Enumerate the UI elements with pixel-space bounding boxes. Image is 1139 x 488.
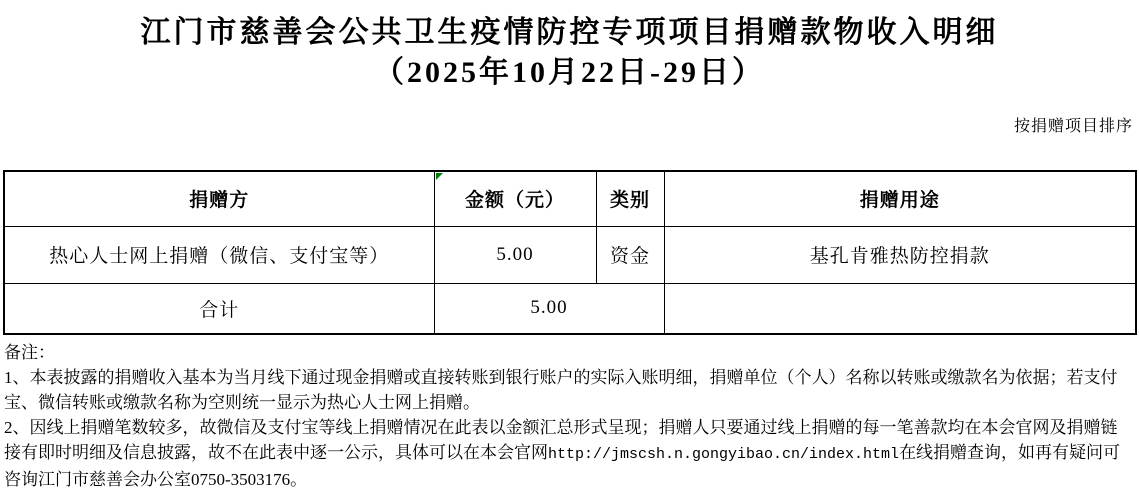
sort-order-note: 按捐赠项目排序 [1013,118,1133,135]
page-title-line1: 江门市慈善会公共卫生疫情防控专项项目捐赠款物收入明细 [140,16,999,49]
column-header-donor: 捐赠方 [4,171,434,226]
page-title-line2: （2025年10月22日-29日） [374,56,765,89]
note-2-text-after-url: 在线捐赠查询，如再有疑问可咨询江门市慈善会办公室0750-3503176。 [4,443,1121,488]
donor-cell: 热心人士网上捐赠（微信、支付宝等） [4,226,434,283]
note-2 [4,415,1134,488]
total-purpose-cell [664,283,1136,334]
column-header-amount [434,171,596,226]
table-header-row [4,171,1136,226]
amount-cell: 5.00 [434,226,596,283]
total-label-cell: 合计 [4,283,434,334]
total-amount-cell: 5.00 [434,283,664,334]
category-cell: 资金 [596,226,664,283]
note-2-text-before-url: 2、因线上捐赠笔数较多，故微信及支付宝等线上捐赠情况在此表以金额汇总形式呈现；捐赠人只要通过线上捐赠的每一笔善款均在本会官网及捐赠链接有即时明细及信息披露，故不在此表中逐一公示，具体可以在本会官网 [4,418,1118,462]
total-row [4,283,1136,334]
purpose-cell: 基孔肯雅热防控捐款 [664,226,1136,283]
page-title [0,0,1139,93]
cell-error-indicator-icon [436,173,443,180]
column-header-amount-label: 金额（元） [464,190,565,212]
donation-query-url: http://jmscsh.n.gongyibao.cn/index.html [548,446,900,463]
column-header-category: 类别 [596,171,664,226]
column-header-purpose: 捐赠用途 [664,171,1136,226]
note-1: 1、本表披露的捐赠收入基本为当月线下通过现金捐赠或直接转账到银行账户的实际入账明细，捐赠单位（个人）名称以转账或缴款名为依据；若支付宝、微信转账或缴款名称为空则统一显示为热心人士网上捐赠。 [4,368,1118,412]
donation-income-table [3,170,1137,335]
table-row [4,226,1136,283]
notes-section [4,340,1134,488]
notes-label: 备注： [4,343,55,362]
